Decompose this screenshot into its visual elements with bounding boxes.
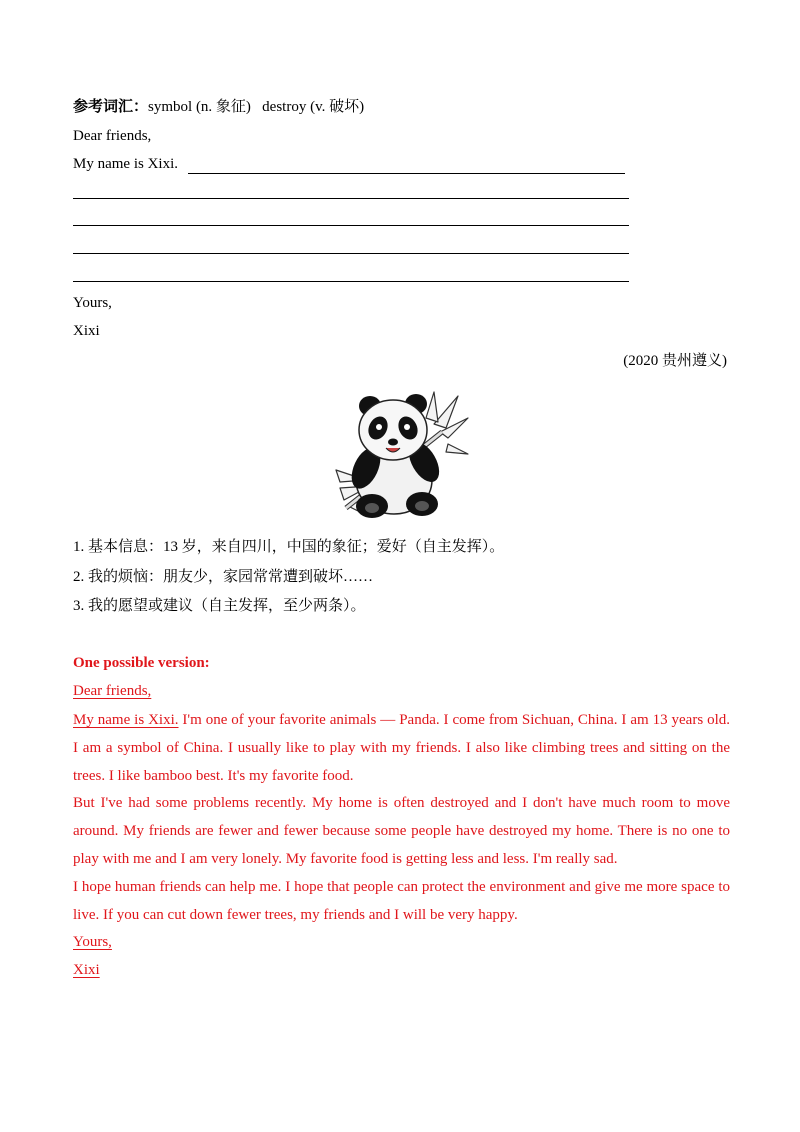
sample-heading: One possible version:	[73, 655, 210, 671]
vocab-line	[73, 98, 364, 116]
sample-opening: My name is Xixi.	[73, 712, 179, 728]
writing-line-5	[73, 281, 629, 282]
vocab-label: 参考词汇：	[73, 99, 149, 115]
letter-greeting: Dear friends,	[73, 128, 152, 144]
panda-with-bamboo-illustration	[330, 388, 470, 522]
writing-line-3	[73, 225, 629, 226]
sample-signature-text: Xixi	[73, 962, 100, 979]
writing-line-1	[188, 173, 625, 174]
vocab-words: symbol (n. 象征) destroy (v. 破坏)	[148, 99, 365, 115]
letter-opening: My name is Xixi.	[73, 156, 178, 172]
sample-paragraph-1	[73, 707, 730, 790]
sample-paragraph-2: But I've had some problems recently. My home is often destroyed and I don't have much room to move around. My friends are fewer and fewer because some people have destroyed my home. There is no one to play with me and I am very lonely. My favorite food is getting less and less. I'm really sad.	[73, 795, 730, 867]
sample-signature	[73, 957, 730, 985]
sample-greeting: Dear friends,	[73, 683, 152, 699]
sample-paragraph-3: I hope human friends can help me. I hope that people can protect the environment and give me more space to live. If you can cut down fewer trees, my friends and I will be very happy.	[73, 878, 730, 923]
letter-closing: Yours,	[73, 295, 112, 311]
sample-closing-text: Yours,	[73, 934, 112, 951]
sample-body	[73, 707, 730, 985]
prompt-3: 3. 我的愿望或建议（自主发挥，至少两条）。	[73, 598, 366, 614]
writing-line-4	[73, 253, 629, 254]
sample-closing	[73, 929, 730, 957]
writing-line-2	[73, 198, 629, 199]
prompt-1: 1. 基本信息：13 岁，来自四川，中国的象征；爱好（自主发挥）。	[73, 539, 505, 555]
prompt-2: 2. 我的烦恼：朋友少，家园常常遭到破坏……	[73, 569, 374, 585]
letter-signature: Xixi	[73, 323, 100, 339]
sample-paragraph-1-text: I'm one of your favorite animals — Panda. I come from Sichuan, China. I am 13 years old. I am a symbol of China. I usually like to play with my friends. I also like climbing trees and sitting on the trees. I like bamboo best. It's my favorite food.	[73, 712, 730, 784]
source-citation: (2020 贵州遵义)	[623, 353, 727, 369]
